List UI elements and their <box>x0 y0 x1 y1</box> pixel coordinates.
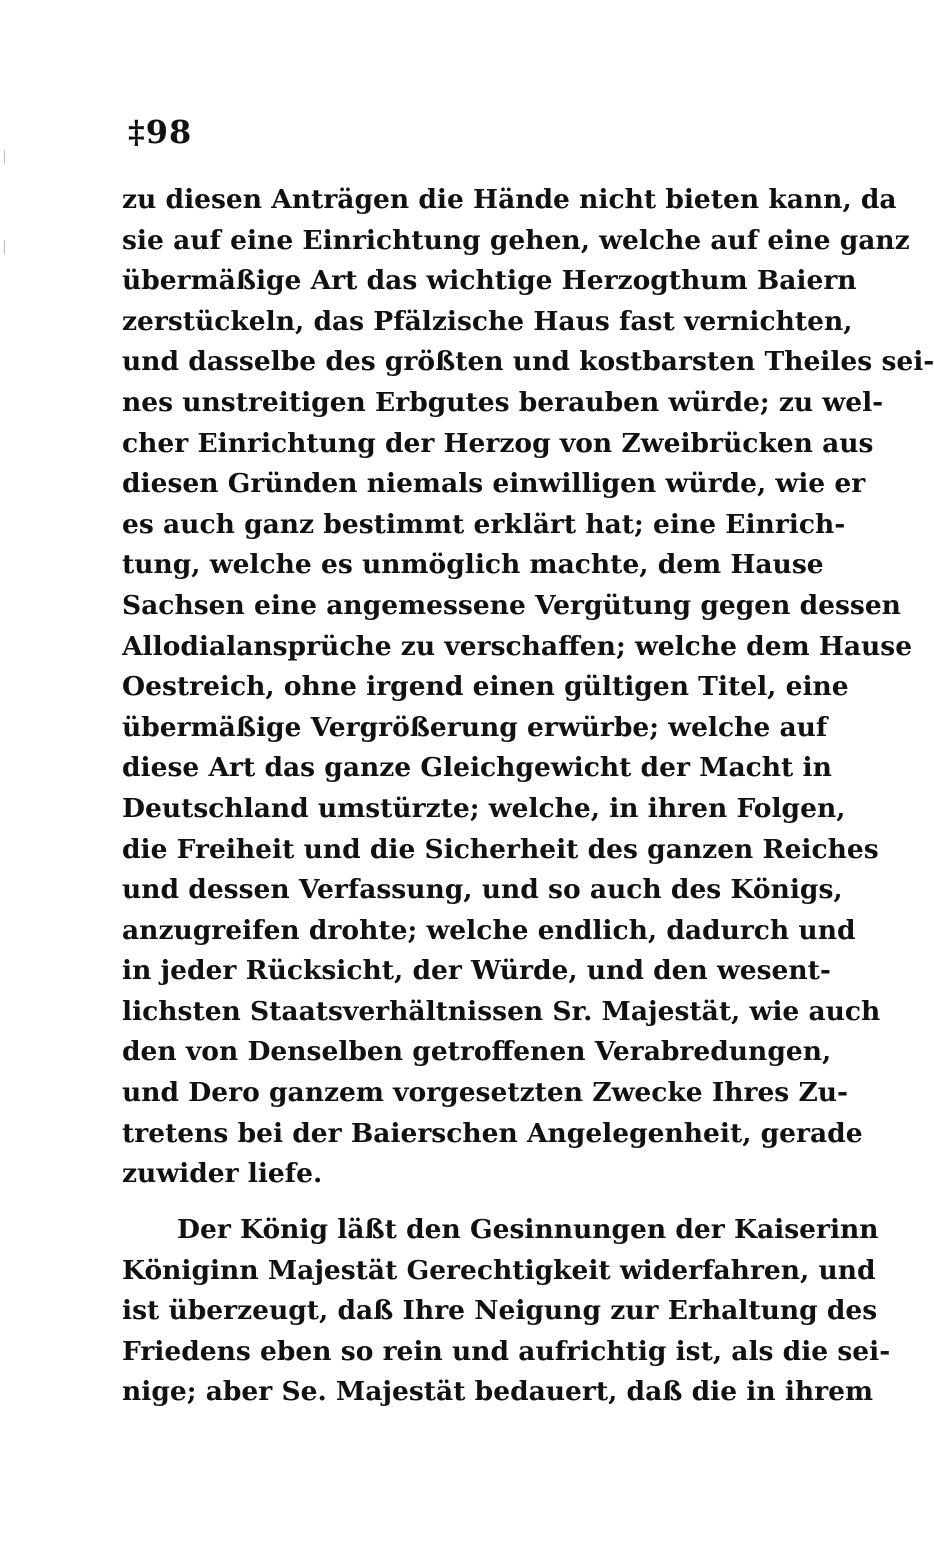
text-line: tung, welche es unmöglich machte, dem Hause <box>122 549 824 581</box>
text-line: Deutschland umstürzte; welche, in ihren Folgen, <box>122 792 846 824</box>
text-line: Sachsen eine angemessene Vergütung gegen dessen <box>122 589 901 621</box>
text-line: zerstückeln, das Pfälzische Haus fast vernichten, <box>122 305 853 337</box>
text-line: Allodialansprüche zu verschaffen; welche dem Hause <box>122 630 913 662</box>
text-line: und dessen Verfassung, und so auch des Königs, <box>122 874 843 906</box>
margin-mark <box>4 150 5 164</box>
text-line: Oestreich, ohne irgend einen gültigen Titel, eine <box>122 671 849 703</box>
page-number: ‡98 <box>128 113 193 151</box>
text-line: diese Art das ganze Gleichgewicht der Macht in <box>122 752 832 784</box>
text-line: übermäßige Vergrößerung erwürbe; welche auf <box>122 711 828 743</box>
text-line: Der König läßt den Gesinnungen der Kaiserinn <box>177 1214 879 1245</box>
text-line: nige; aber Se. Majestät bedauert, daß die in ihrem <box>122 1376 874 1408</box>
paragraph-2 <box>122 1210 891 1413</box>
paragraph-1 <box>122 180 934 1195</box>
text-line: lichsten Staatsverhältnissen Sr. Majestät, wie auch <box>122 995 881 1027</box>
text-line: übermäßige Art das wichtige Herzogthum Baiern <box>122 265 857 297</box>
text-line: es auch ganz bestimmt erklärt hat; eine Einrich- <box>122 508 846 540</box>
text-line: diesen Gründen niemals einwilligen würde, wie er <box>122 468 866 500</box>
margin-mark <box>4 240 5 254</box>
text-line: sie auf eine Einrichtung gehen, welche auf eine ganz <box>122 224 910 256</box>
text-line: den von Denselben getroffenen Verabredungen, <box>122 1036 832 1068</box>
text-line: in jeder Rücksicht, der Würde, und den wesent- <box>122 955 831 987</box>
text-line: zu diesen Anträgen die Hände nicht bieten kann, da <box>122 184 897 215</box>
text-line: zuwider liefe. <box>122 1158 323 1190</box>
text-line: cher Einrichtung der Herzog von Zweibrücken aus <box>122 427 874 459</box>
text-line: und Dero ganzem vorgesetzten Zwecke Ihres Zu- <box>122 1077 849 1109</box>
text-line: ist überzeugt, daß Ihre Neigung zur Erhaltung des <box>122 1295 878 1327</box>
text-line: die Freiheit und die Sicherheit des ganzen Reiches <box>122 833 879 865</box>
text-line: tretens bei der Baierschen Angelegenheit, gerade <box>122 1117 863 1149</box>
text-line: anzugreifen drohte; welche endlich, dadurch und <box>122 914 856 946</box>
text-line: und dasselbe des größten und kostbarsten Theiles sei- <box>122 346 934 378</box>
text-line: Friedens eben so rein und aufrichtig ist, als die sei- <box>122 1335 891 1367</box>
text-line: nes unstreitigen Erbgutes berauben würde; zu wel- <box>122 386 884 418</box>
text-line: Königinn Majestät Gerechtigkeit widerfahren, und <box>122 1254 876 1286</box>
